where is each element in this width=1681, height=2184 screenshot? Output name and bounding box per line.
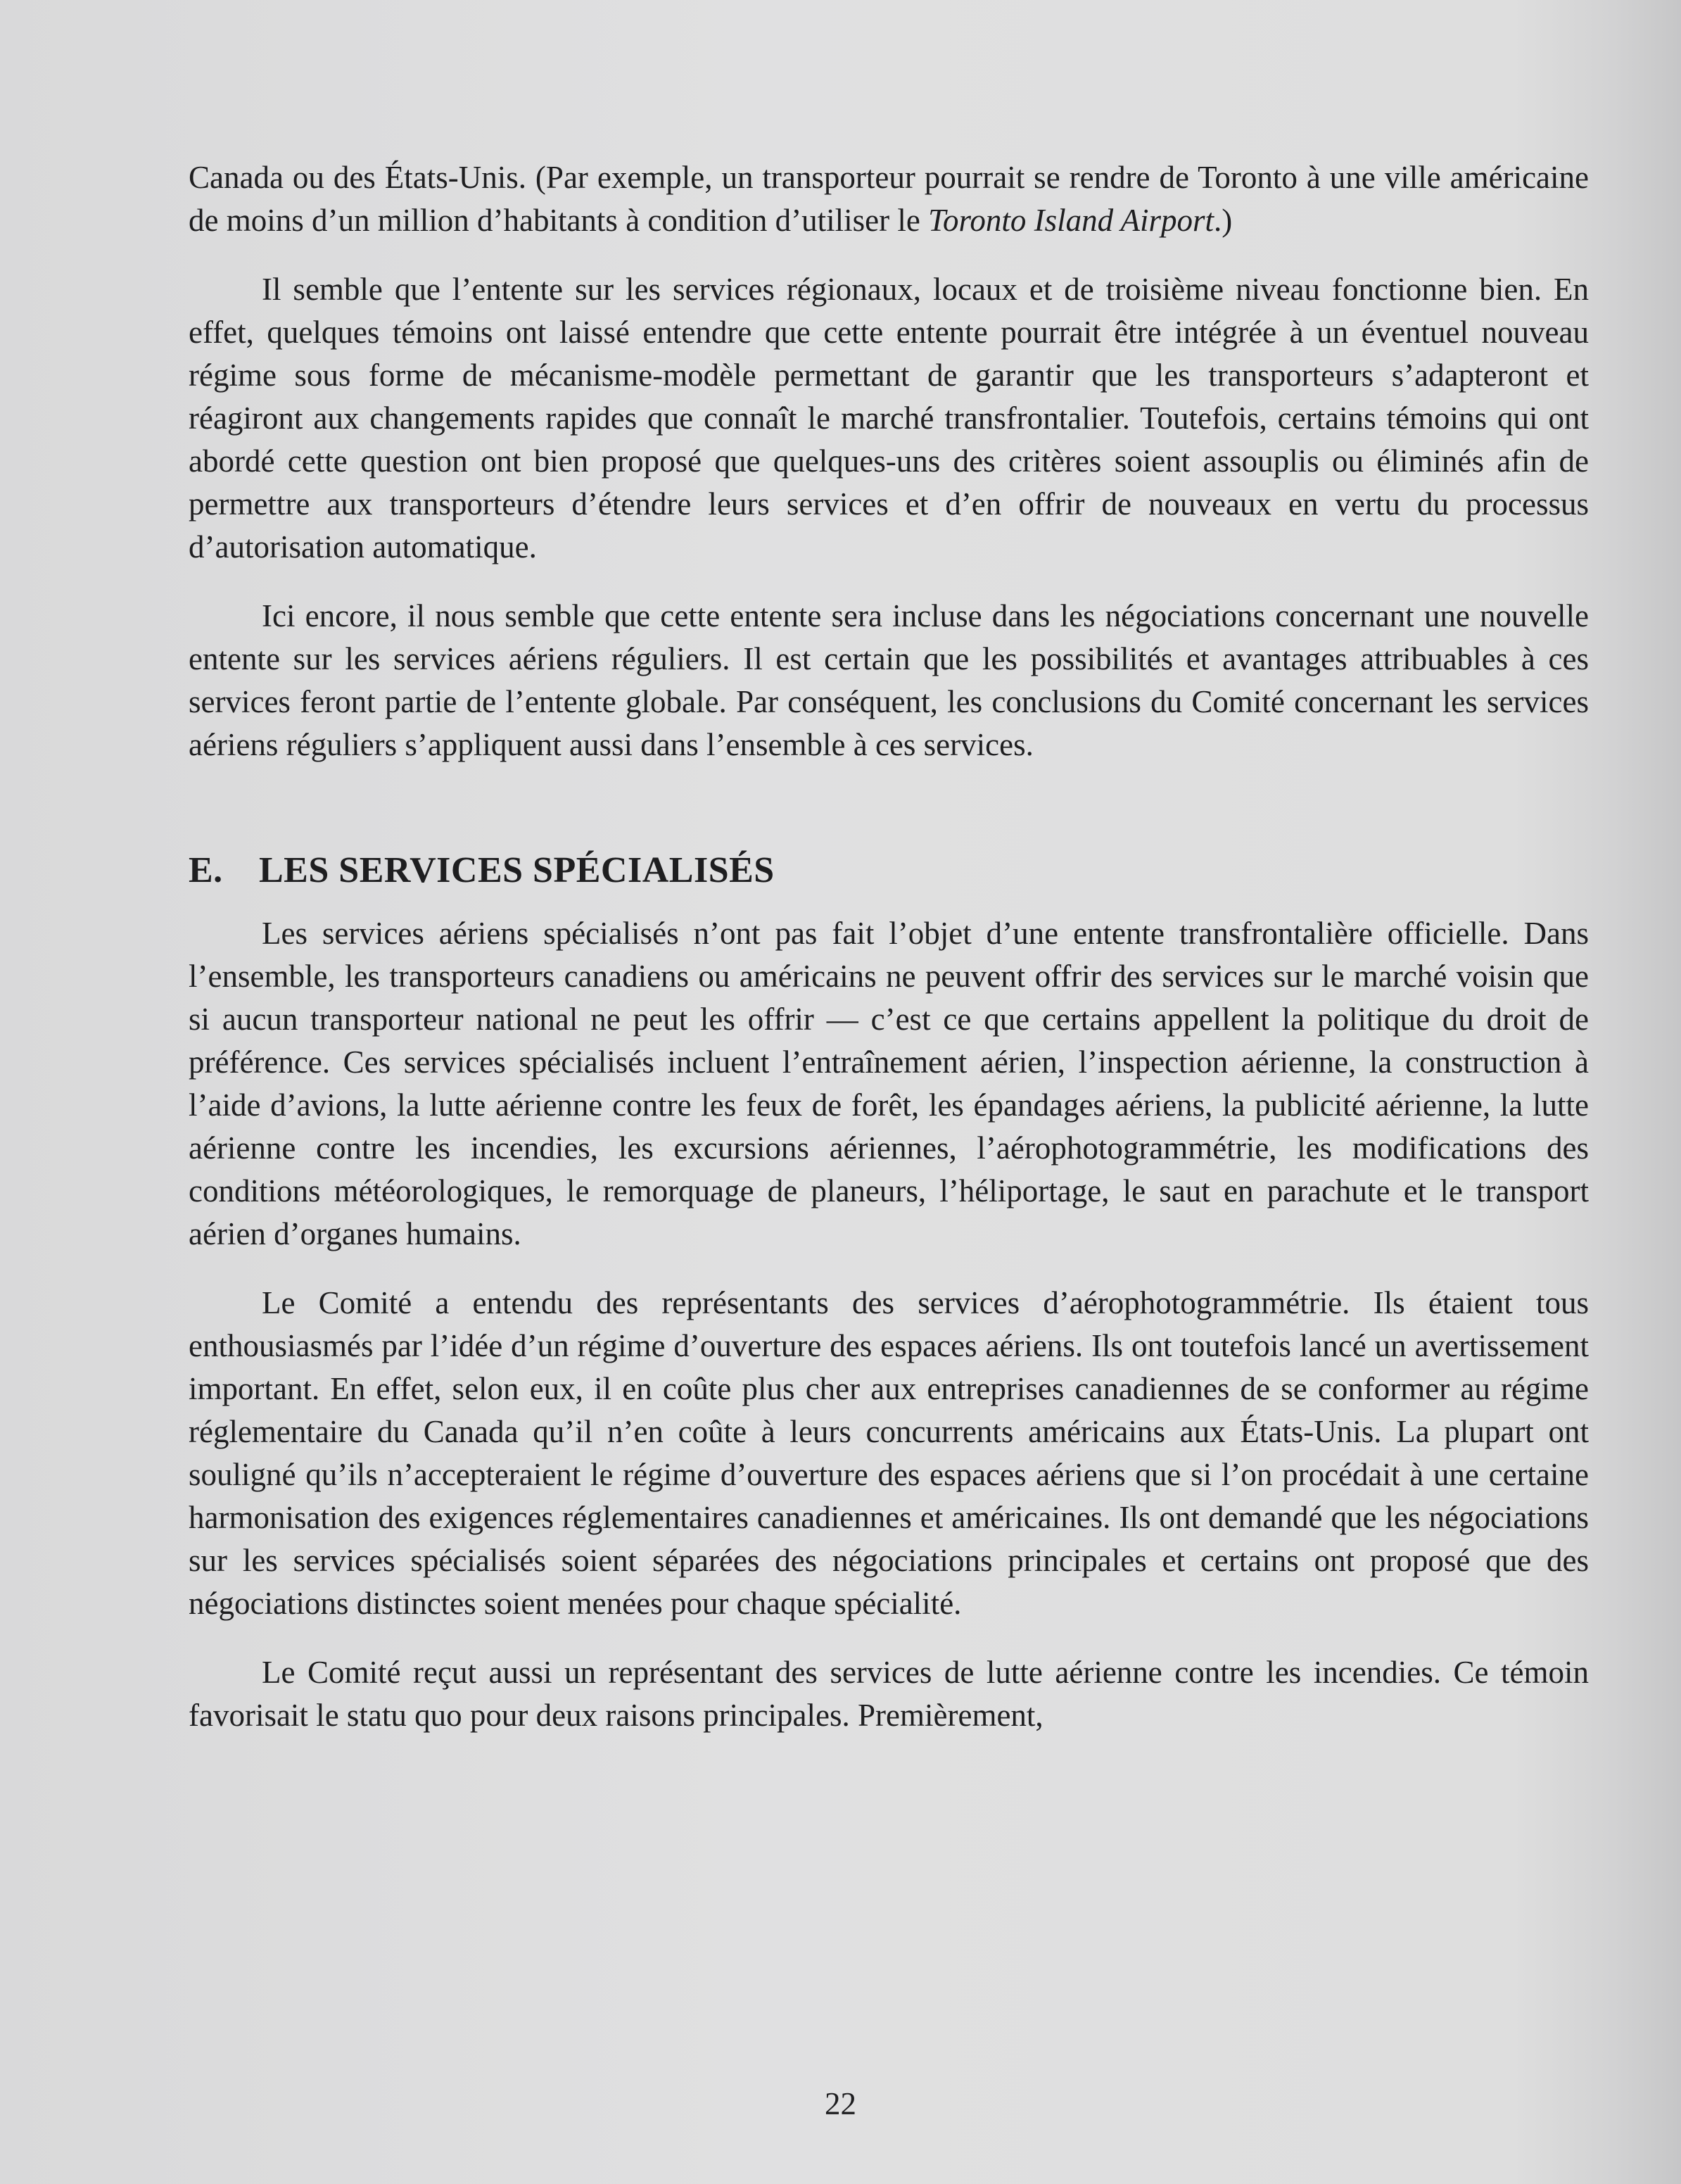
paragraph-4: Les services aériens spécialisés n’ont pas fait l’objet d’une entente transfrontalière officielle. Dans l’ensemble, les transporteurs canadiens ou américains ne peuvent offrir des services sur le marché voisin que si aucun transporteur national ne peut les offrir — c’est ce que certains appellent la politique du droit de préférence. Ces services spécialisés incluent l’entraînement aérien, l’inspection aérienne, la construction à l’aide d’avions, la lutte aérienne contre les feux de forêt, les épandages aériens, la publicité aérienne, la lutte aérienne contre les incendies, les excursions aériennes, l’aérophotogrammétrie, les modifications des conditions météorologiques, le remorquage de planeurs, l’héliportage, le saut en parachute et le transport aérien d’organes humains. — [189, 916, 1589, 1251]
paragraph-6: Le Comité reçut aussi un représentant des services de lutte aérienne contre les incendies. Ce témoin favorisait le statu quo pour deux raisons principales. Premièrement, — [189, 1655, 1589, 1733]
section-letter: E. — [189, 850, 223, 890]
paragraph-5: Le Comité a entendu des représentants des services d’aérophotogrammétrie. Ils étaient tous enthousiasmés par l’idée d’un régime d’ouverture des espaces aériens. Ils ont toutefois lancé un avertissement important. En effet, selon eux, il en coûte plus cher aux entreprises canadiennes de se conformer au régime réglementaire du Canada qu’il n’en coûte à leurs concurrents américains aux États-Unis. La plupart ont souligné qu’ils n’accepteraient le régime d’ouverture des espaces aériens que si l’on procédait à une certaine harmonisation des exigences réglementaires canadiennes et américaines. Ils ont demandé que les négociations sur les services spécialisés soient séparées des négociations principales et certains ont proposé que des négociations distinctes soient menées pour chaque spécialité. — [189, 1285, 1589, 1621]
paragraph-1-end: .) — [1214, 203, 1233, 238]
section-heading — [189, 849, 1589, 892]
paragraph-1 — [189, 156, 1589, 242]
page-content — [189, 156, 1589, 1737]
paragraph-1-text: Canada ou des États-Unis. (Par exemple, un transporteur pourrait se rendre de Toronto à une ville américaine de moins d’un million d’habitants à condition d’utiliser le — [189, 160, 1589, 238]
page-number: 22 — [825, 2086, 856, 2121]
paragraph-2: Il semble que l’entente sur les services régionaux, locaux et de troisième niveau fonctionne bien. En effet, quelques témoins ont laissé entendre que cette entente pourrait être intégrée à un éventuel nouveau régime sous forme de mécanisme-modèle permettant de garantir que les transporteurs s’adapteront et réagiront aux changements rapides que connaît le marché transfrontalier. Toutefois, certains témoins qui ont abordé cette question ont bien proposé que quelques-uns des critères soient assouplis ou éliminés afin de permettre aux transporteurs d’étendre leurs services et d’en offrir de nouveaux en vertu du processus d’autorisation automatique. — [189, 272, 1589, 564]
paragraph-3: Ici encore, il nous semble que cette entente sera incluse dans les négociations concernant une nouvelle entente sur les services aériens réguliers. Il est certain que les possibilités et avantages attribuables à ces services feront partie de l’entente globale. Par conséquent, les conclusions du Comité concernant les services aériens réguliers s’appliquent aussi dans l’ensemble à ces services. — [189, 598, 1589, 762]
paragraph-1-italic: Toronto Island Airport — [928, 203, 1214, 238]
section-title: LES SERVICES SPÉCIALISÉS — [259, 850, 775, 890]
